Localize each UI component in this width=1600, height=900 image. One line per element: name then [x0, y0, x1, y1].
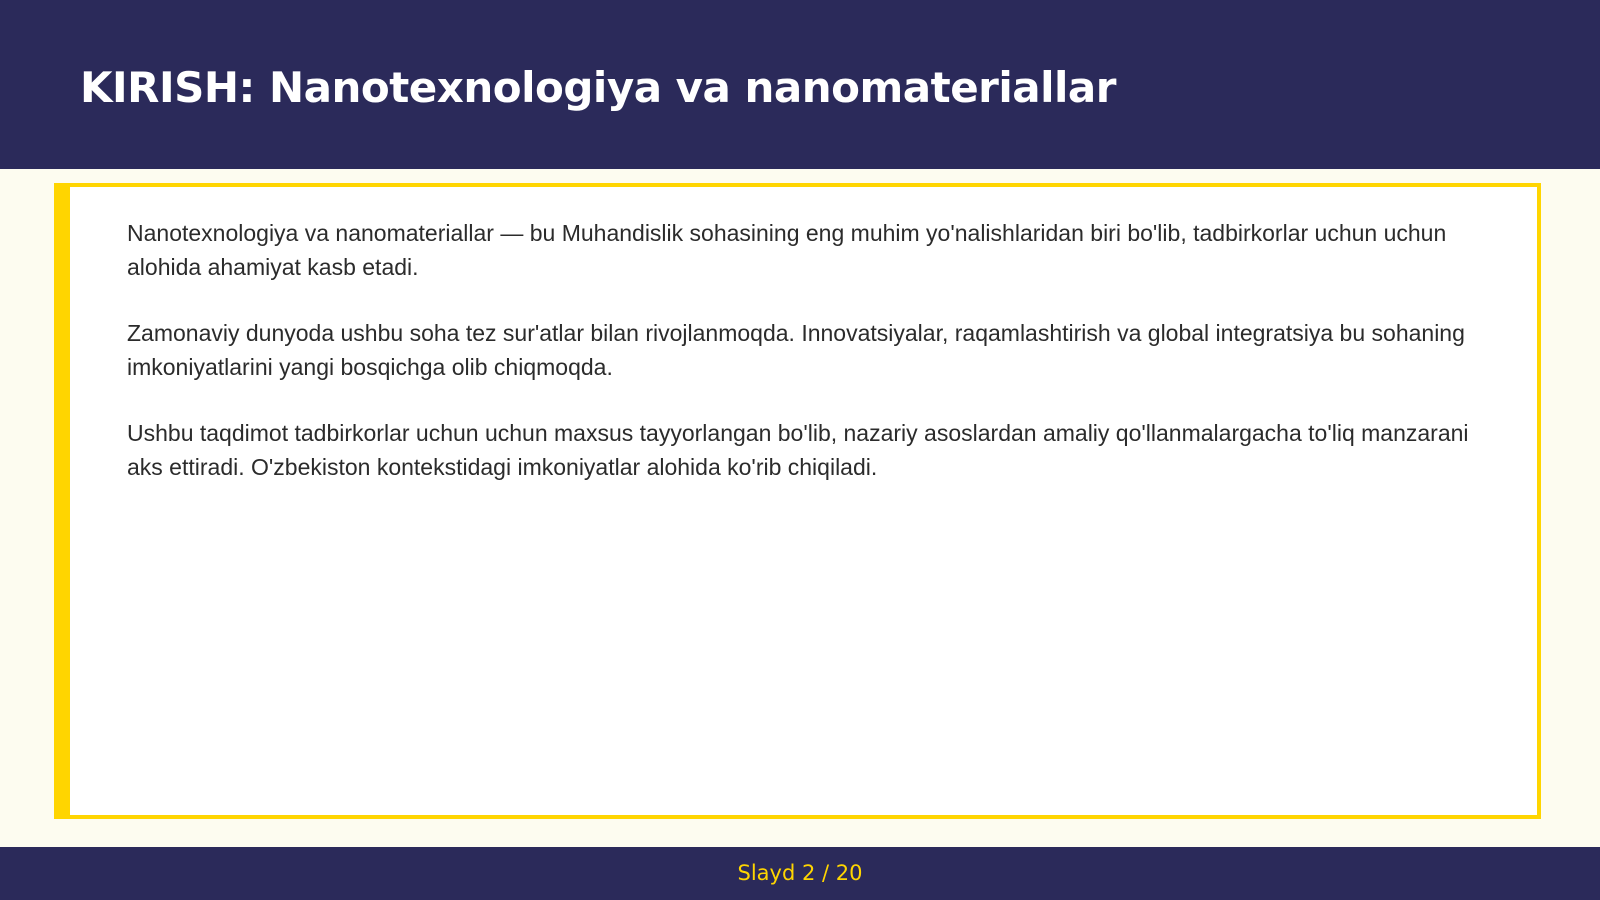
- slide-footer: [0, 847, 1600, 900]
- content-card: [54, 183, 1541, 819]
- slide-title: KIRISH: Nanotexnologiya va nanomateriallar: [80, 63, 1116, 112]
- purpose-paragraph: Ushbu taqdimot tadbirkorlar uchun uchun maxsus tayyorlangan bo'lib, nazariy asoslardan amaliy qo'llanmalargacha to'liq manzarani aks ettiradi. O'zbekiston kontekstidagi imkoniyatlar alohida ko'rib chiqiladi.: [127, 420, 1469, 480]
- slide-header: [0, 0, 1600, 169]
- slide-counter: Slayd 2 / 20: [737, 861, 863, 885]
- intro-paragraph: Nanotexnologiya va nanomateriallar — bu Muhandislik sohasining eng muhim yo'nalishlaridan biri bo'lib, tadbirkorlar uchun uchun alohida ahamiyat kasb etadi.: [127, 220, 1447, 280]
- context-paragraph: Zamonaviy dunyoda ushbu soha tez sur'atlar bilan rivojlanmoqda. Innovatsiyalar, raqamlashtirish va global integratsiya bu sohaning imkoniyatlarini yangi bosqichga olib chiqmoqda.: [127, 320, 1465, 380]
